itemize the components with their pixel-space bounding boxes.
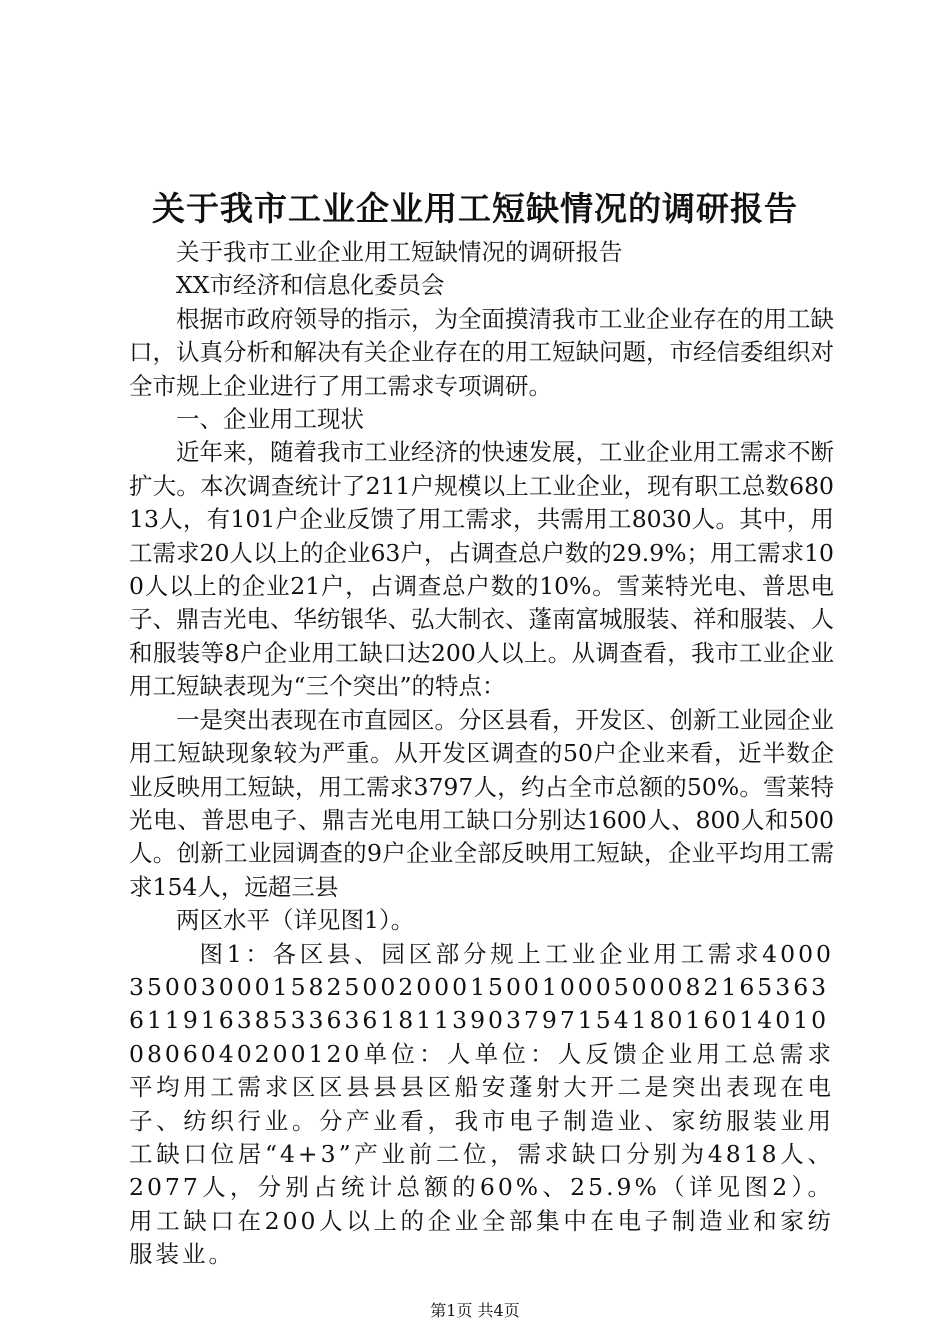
region-paragraph: 两区水平（详见图1）。	[176, 906, 415, 935]
status-paragraph: 近年来，随着我市工业经济的快速发展，工业企业用工需求不断扩大。本次调查统计了211户规模以上工业企业，现有职工总数68013人，有101户企业反馈了用工需求，共需用工8030人。其中，用工需求20人以上的企业63户，占调查总户数的29.9%；用工需求100人以上的企业21户，占调查总户数的10%。雪莱特光电、普思电子、鼎吉光电、华纺银华、弘大制衣、蓬南富城服装、祥和服装、人和服装等8户企业用工缺口达200人以上。从调查看，我市工业企业用工短缺表现为“三个突出”的特点：	[129, 438, 834, 701]
document-title: 关于我市工业企业用工短缺情况的调研报告	[152, 189, 798, 228]
point-one-paragraph: 一是突出表现在市直园区。分区县看，开发区、创新工业园企业用工短缺现象较为严重。从开发区调查的50户企业来看，近半数企业反映用工短缺，用工需求3797人，约占全市总额的50%。雪莱特光电、普思电子、鼎吉光电用工缺口分别达1600人、800人和500人。创新工业园调查的9户企业全部反映用工短缺，企业平均用工需求154人，远超三县	[129, 705, 834, 901]
document-body	[129, 236, 834, 1272]
section-heading: 一、企业用工现状	[176, 405, 364, 434]
subtitle-paragraph: 关于我市工业企业用工短缺情况的调研报告	[176, 238, 623, 266]
figure-caption-paragraph: 图1：各区县、园区部分规上工业企业用工需求400035003000158250020001500100050008216536361191638533636181139037971541801601401008060402001​20单位：人单位：人反馈企业用工总需求平均用工需求区区县县县区船安蓬射大开二是突出表现在电子、纺织行业。分产业看，我市电子制造业、家纺服装业用工缺口位居“4+3”产业前二位，需求缺口分别为4818人、2077人，分别占统计总额的60%、25.9%（详见图2）。用工缺口在200人以上的企业全部集中在电子制造业和家纺服装业。	[129, 939, 834, 1269]
page-footer: 第1页 共4页	[430, 1301, 520, 1320]
intro-paragraph: 根据市政府领导的指示，为全面摸清我市工业企业存在的用工缺口，认真分析和解决有关企业存在的用工短缺问题，市经信委组织对全市规上企业进行了用工需求专项调研。	[129, 304, 834, 400]
author-paragraph: XX市经济和信息化委员会	[176, 271, 445, 300]
